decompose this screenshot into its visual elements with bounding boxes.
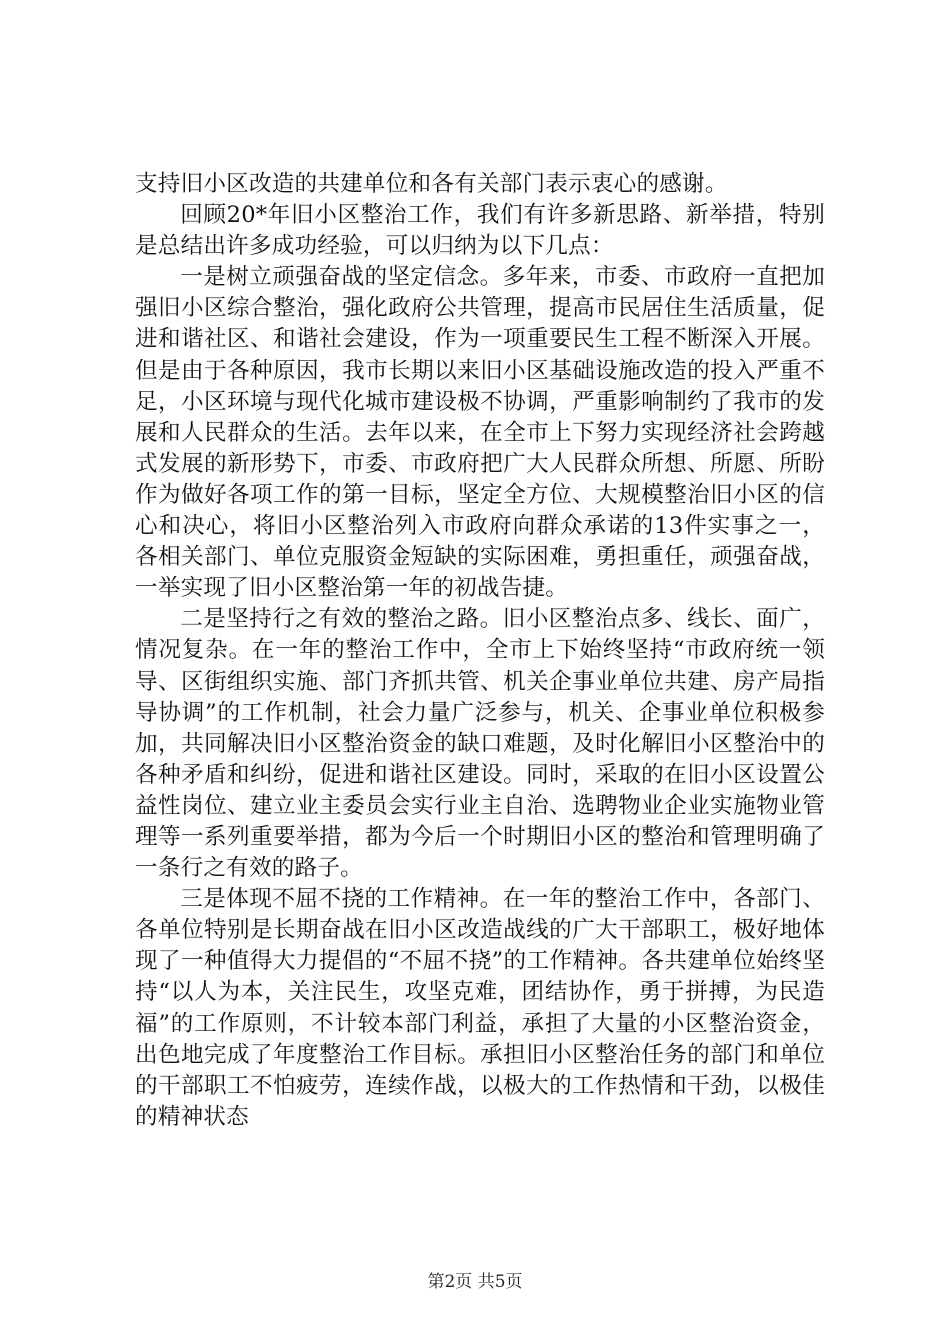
paragraph-point-one: 一是树立顽强奋战的坚定信念。多年来，市委、市政府一直把加强旧小区综合整治，强化政府公共管理，提高市民居住生活质量，促进和谐社区、和谐社会建设，作为一项重要民生工程不断深入开展。但是由于各种原因，我市长期以来旧小区基础设施改造的投入严重不足，小区环境与现代化城市建设极不协调，严重影响制约了我市的发展和人民群众的生活。去年以来，在全市上下努力实现经济社会跨越式发展的新形势下，市委、市政府把广大人民群众所想、所愿、所盼作为做好各项工作的第一目标，坚定全方位、大规模整治旧小区的信心和决心，将旧小区整治列入市政府向群众承诺的13件实事之一，各相关部门、单位克服资金短缺的实际困难，勇担重任，顽强奋战，一举实现了旧小区整治第一年的初战告捷。 [135, 264, 825, 602]
paragraph-point-two: 二是坚持行之有效的整治之路。旧小区整治点多、线长、面广，情况复杂。在一年的整治工作中，全市上下始终坚持“市政府统一领导、区街组织实施、部门齐抓共管、机关企事业单位共建、房产局指导协调”的工作机制，社会力量广泛参与，机关、企事业单位积极参加，共同解决旧小区整治资金的缺口难题，及时化解旧小区整治中的各种矛盾和纠纷，促进和谐社区建设。同时，采取的在旧小区设置公益性岗位、建立业主委员会实行业主自治、选聘物业企业实施物业管理等一系列重要举措，都为今后一个时期旧小区的整治和管理明确了一条行之有效的路子。 [135, 606, 825, 882]
paragraph-point-three: 三是体现不屈不挠的工作精神。在一年的整治工作中，各部门、各单位特别是长期奋战在旧小区改造战线的广大干部职工，极好地体现了一种值得大力提倡的“不屈不挠”的工作精神。各共建单位始终坚持“以人为本，关注民生，攻坚克难，团结协作，勇于拼搏，为民造福”的工作原则，不计较本部门利益，承担了大量的小区整治资金，出色地完成了年度整治工作目标。承担旧小区整治任务的部门和单位的干部职工不怕疲劳，连续作战，以极大的工作热情和干劲，以极佳的精神状态 [135, 886, 825, 1130]
document-body [135, 169, 825, 1133]
paragraph-continuation: 支持旧小区改造的共建单位和各有关部门表示衷心的感谢。 [135, 171, 728, 197]
paragraph-review: 回顾20*年旧小区整治工作，我们有许多新思路、新举措，特别是总结出许多成功经验，可以归纳为以下几点： [135, 202, 825, 260]
page-footer: 第2页 共5页 [427, 1272, 523, 1292]
